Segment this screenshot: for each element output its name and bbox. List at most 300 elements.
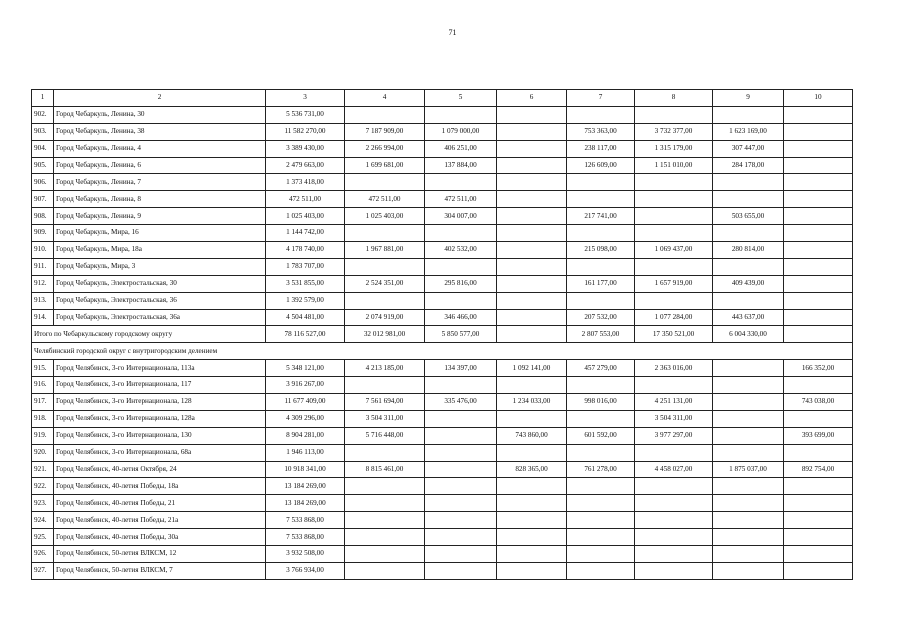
amount-cell xyxy=(425,478,497,495)
amount-cell: 3 504 311,00 xyxy=(345,410,425,427)
amount-cell xyxy=(784,529,853,546)
address-cell: Город Челябинск, 3-го Интернационала, 113а xyxy=(54,360,266,377)
amount-cell: 1 875 037,00 xyxy=(713,461,784,478)
table-row xyxy=(32,309,853,326)
total-amount-cell: 32 012 981,00 xyxy=(345,326,425,343)
amount-cell: 7 561 694,00 xyxy=(345,394,425,411)
table-row xyxy=(32,123,853,140)
amount-cell xyxy=(425,444,497,461)
amount-cell: 215 098,00 xyxy=(567,242,635,259)
amount-cell: 406 251,00 xyxy=(425,140,497,157)
amount-cell xyxy=(784,275,853,292)
amount-cell: 307 447,00 xyxy=(713,140,784,157)
amount-cell xyxy=(784,157,853,174)
amount-cell xyxy=(784,174,853,191)
amount-cell: 1 967 881,00 xyxy=(345,242,425,259)
amount-cell: 1 392 579,00 xyxy=(266,292,345,309)
amount-cell xyxy=(567,512,635,529)
total-amount-cell: 78 116 527,00 xyxy=(266,326,345,343)
amount-cell xyxy=(713,546,784,563)
amount-cell: 295 816,00 xyxy=(425,275,497,292)
amount-cell: 892 754,00 xyxy=(784,461,853,478)
total-amount-cell: 5 850 577,00 xyxy=(425,326,497,343)
row-number: 918. xyxy=(32,410,54,427)
amount-cell xyxy=(635,546,713,563)
amount-cell: 7 533 868,00 xyxy=(266,512,345,529)
amount-cell xyxy=(425,562,497,579)
amount-cell: 134 397,00 xyxy=(425,360,497,377)
row-number: 920. xyxy=(32,444,54,461)
amount-cell: 1 623 169,00 xyxy=(713,123,784,140)
amount-cell: 472 511,00 xyxy=(345,191,425,208)
row-number: 916. xyxy=(32,377,54,394)
amount-cell xyxy=(345,106,425,123)
address-cell: Город Чебаркуль, Мира, 18а xyxy=(54,242,266,259)
amount-cell xyxy=(635,377,713,394)
amount-cell: 5 536 731,00 xyxy=(266,106,345,123)
amount-cell xyxy=(345,258,425,275)
amount-cell xyxy=(635,191,713,208)
section-row xyxy=(32,343,853,360)
amount-cell xyxy=(784,377,853,394)
amount-cell xyxy=(784,444,853,461)
amount-cell xyxy=(567,174,635,191)
address-cell: Город Челябинск, 3-го Интернационала, 117 xyxy=(54,377,266,394)
amount-cell xyxy=(784,106,853,123)
amount-cell xyxy=(425,258,497,275)
amount-cell xyxy=(345,546,425,563)
address-cell: Город Чебаркуль, Ленина, 8 xyxy=(54,191,266,208)
address-cell: Город Челябинск, 40-летия Победы, 30а xyxy=(54,529,266,546)
amount-cell xyxy=(713,106,784,123)
amount-cell xyxy=(713,258,784,275)
amount-cell: 409 439,00 xyxy=(713,275,784,292)
total-amount-cell: 17 350 521,00 xyxy=(635,326,713,343)
amount-cell xyxy=(425,495,497,512)
amount-cell xyxy=(497,512,567,529)
table-row xyxy=(32,562,853,579)
amount-cell xyxy=(784,225,853,242)
row-number: 910. xyxy=(32,242,54,259)
amount-cell: 5 716 448,00 xyxy=(345,427,425,444)
amount-cell: 1 025 403,00 xyxy=(345,208,425,225)
amount-cell: 443 637,00 xyxy=(713,309,784,326)
amount-cell xyxy=(345,444,425,461)
column-header: 9 xyxy=(713,90,784,107)
amount-cell: 346 466,00 xyxy=(425,309,497,326)
amount-cell xyxy=(497,242,567,259)
amount-cell xyxy=(425,461,497,478)
amount-cell: 4 458 027,00 xyxy=(635,461,713,478)
amount-cell: 166 352,00 xyxy=(784,360,853,377)
row-number: 904. xyxy=(32,140,54,157)
row-number: 914. xyxy=(32,309,54,326)
amount-cell xyxy=(497,546,567,563)
amount-cell xyxy=(713,292,784,309)
amount-cell xyxy=(425,174,497,191)
row-number: 917. xyxy=(32,394,54,411)
amount-cell: 743 860,00 xyxy=(497,427,567,444)
amount-cell: 217 741,00 xyxy=(567,208,635,225)
amount-cell xyxy=(635,529,713,546)
amount-cell: 161 177,00 xyxy=(567,275,635,292)
row-number: 919. xyxy=(32,427,54,444)
amount-cell xyxy=(784,546,853,563)
amount-cell xyxy=(567,292,635,309)
amount-cell: 284 178,00 xyxy=(713,157,784,174)
table-row xyxy=(32,529,853,546)
amount-cell: 2 524 351,00 xyxy=(345,275,425,292)
amount-cell xyxy=(425,106,497,123)
amount-cell xyxy=(713,410,784,427)
column-header: 8 xyxy=(635,90,713,107)
amount-cell xyxy=(425,377,497,394)
amount-cell xyxy=(567,258,635,275)
table-row xyxy=(32,208,853,225)
row-number: 912. xyxy=(32,275,54,292)
row-number: 922. xyxy=(32,478,54,495)
amount-cell xyxy=(635,174,713,191)
address-cell: Город Чебаркуль, Ленина, 4 xyxy=(54,140,266,157)
address-cell: Город Челябинск, 3-го Интернационала, 130 xyxy=(54,427,266,444)
amount-cell: 4 178 740,00 xyxy=(266,242,345,259)
table-row xyxy=(32,461,853,478)
amount-cell: 11 582 270,00 xyxy=(266,123,345,140)
amount-cell xyxy=(425,292,497,309)
amount-cell xyxy=(635,292,713,309)
amount-cell xyxy=(635,512,713,529)
amount-cell xyxy=(497,444,567,461)
row-number: 909. xyxy=(32,225,54,242)
table-row xyxy=(32,140,853,157)
amount-cell xyxy=(425,427,497,444)
amount-cell: 472 511,00 xyxy=(266,191,345,208)
column-header: 2 xyxy=(54,90,266,107)
amount-cell: 1 783 707,00 xyxy=(266,258,345,275)
address-cell: Город Челябинск, 3-го Интернационала, 128 xyxy=(54,394,266,411)
row-number: 903. xyxy=(32,123,54,140)
amount-cell xyxy=(425,546,497,563)
amount-cell xyxy=(635,106,713,123)
row-number: 902. xyxy=(32,106,54,123)
amount-cell xyxy=(567,562,635,579)
amount-cell: 503 655,00 xyxy=(713,208,784,225)
amount-cell xyxy=(567,225,635,242)
amount-cell: 743 038,00 xyxy=(784,394,853,411)
address-cell: Город Чебаркуль, Ленина, 30 xyxy=(54,106,266,123)
amount-cell xyxy=(497,157,567,174)
row-number: 915. xyxy=(32,360,54,377)
address-cell: Город Чебаркуль, Ленина, 9 xyxy=(54,208,266,225)
amount-cell: 3 504 311,00 xyxy=(635,410,713,427)
amount-cell xyxy=(784,242,853,259)
amount-cell xyxy=(784,562,853,579)
row-number: 927. xyxy=(32,562,54,579)
amount-cell xyxy=(497,191,567,208)
column-header: 5 xyxy=(425,90,497,107)
amount-cell xyxy=(497,529,567,546)
amount-cell xyxy=(567,191,635,208)
amount-cell xyxy=(713,394,784,411)
total-amount-cell: 6 004 330,00 xyxy=(713,326,784,343)
row-number: 924. xyxy=(32,512,54,529)
amount-cell xyxy=(497,478,567,495)
amount-cell xyxy=(345,529,425,546)
amount-cell: 4 213 185,00 xyxy=(345,360,425,377)
amount-cell: 2 363 016,00 xyxy=(635,360,713,377)
table-header-row xyxy=(32,90,853,107)
address-cell: Город Челябинск, 50-летия ВЛКСМ, 12 xyxy=(54,546,266,563)
table-row xyxy=(32,360,853,377)
table-row xyxy=(32,427,853,444)
amount-cell: 402 532,00 xyxy=(425,242,497,259)
address-cell: Город Челябинск, 3-го Интернационала, 128а xyxy=(54,410,266,427)
amount-cell: 1 092 141,00 xyxy=(497,360,567,377)
table-row xyxy=(32,191,853,208)
amount-cell xyxy=(635,562,713,579)
amount-cell xyxy=(784,410,853,427)
amount-cell xyxy=(713,478,784,495)
column-header: 6 xyxy=(497,90,567,107)
amount-cell: 13 184 269,00 xyxy=(266,478,345,495)
amount-cell: 207 532,00 xyxy=(567,309,635,326)
amount-cell xyxy=(497,140,567,157)
amount-cell: 5 348 121,00 xyxy=(266,360,345,377)
column-header: 3 xyxy=(266,90,345,107)
amount-cell xyxy=(713,529,784,546)
amount-cell: 1 079 000,00 xyxy=(425,123,497,140)
amount-cell: 1 151 010,00 xyxy=(635,157,713,174)
amount-cell xyxy=(497,410,567,427)
amount-cell: 7 533 868,00 xyxy=(266,529,345,546)
amount-cell xyxy=(497,106,567,123)
table-row xyxy=(32,444,853,461)
amount-cell: 4 309 296,00 xyxy=(266,410,345,427)
amount-cell xyxy=(784,123,853,140)
table-row xyxy=(32,495,853,512)
amount-cell xyxy=(713,377,784,394)
amount-cell: 2 266 994,00 xyxy=(345,140,425,157)
column-header: 7 xyxy=(567,90,635,107)
address-cell: Город Челябинск, 50-летия ВЛКСМ, 7 xyxy=(54,562,266,579)
amount-cell: 4 251 131,00 xyxy=(635,394,713,411)
address-cell: Город Чебаркуль, Электростальская, 36 xyxy=(54,292,266,309)
table-row xyxy=(32,275,853,292)
amount-cell xyxy=(713,174,784,191)
amount-cell xyxy=(497,258,567,275)
amount-cell: 753 363,00 xyxy=(567,123,635,140)
amount-cell xyxy=(784,512,853,529)
address-cell: Город Челябинск, 40-летия Октября, 24 xyxy=(54,461,266,478)
row-number: 921. xyxy=(32,461,54,478)
table-row xyxy=(32,258,853,275)
amount-cell: 1 234 033,00 xyxy=(497,394,567,411)
amount-cell: 393 699,00 xyxy=(784,427,853,444)
table-row xyxy=(32,546,853,563)
table-row xyxy=(32,242,853,259)
column-header: 4 xyxy=(345,90,425,107)
amount-cell: 1 077 284,00 xyxy=(635,309,713,326)
amount-cell xyxy=(784,495,853,512)
amount-cell xyxy=(497,225,567,242)
amount-cell xyxy=(713,562,784,579)
amount-cell xyxy=(497,292,567,309)
amount-cell xyxy=(713,225,784,242)
page-number: 71 xyxy=(448,28,457,37)
total-label: Итого по Чебаркульскому городскому округу xyxy=(32,326,266,343)
amount-cell xyxy=(784,140,853,157)
amount-cell: 4 504 481,00 xyxy=(266,309,345,326)
total-amount-cell: 2 807 553,00 xyxy=(567,326,635,343)
amount-cell xyxy=(713,512,784,529)
amount-cell xyxy=(567,444,635,461)
amount-cell: 3 732 377,00 xyxy=(635,123,713,140)
amount-cell: 1 315 179,00 xyxy=(635,140,713,157)
amount-cell xyxy=(345,225,425,242)
table-row xyxy=(32,478,853,495)
amount-cell xyxy=(345,562,425,579)
amount-cell xyxy=(784,309,853,326)
table-row xyxy=(32,512,853,529)
amount-cell xyxy=(635,444,713,461)
amount-cell xyxy=(497,174,567,191)
amount-cell xyxy=(635,478,713,495)
amount-cell: 137 884,00 xyxy=(425,157,497,174)
amount-cell: 7 187 909,00 xyxy=(345,123,425,140)
amount-cell xyxy=(635,208,713,225)
amount-cell xyxy=(425,529,497,546)
amount-cell: 3 531 855,00 xyxy=(266,275,345,292)
table-row xyxy=(32,225,853,242)
amount-cell: 304 007,00 xyxy=(425,208,497,225)
row-number: 923. xyxy=(32,495,54,512)
amount-cell: 1 373 418,00 xyxy=(266,174,345,191)
amount-cell xyxy=(497,562,567,579)
amount-cell xyxy=(497,377,567,394)
amount-cell xyxy=(713,427,784,444)
amount-cell: 335 476,00 xyxy=(425,394,497,411)
column-header: 1 xyxy=(32,90,54,107)
amount-cell xyxy=(567,410,635,427)
address-cell: Город Чебаркуль, Ленина, 7 xyxy=(54,174,266,191)
amount-cell xyxy=(425,410,497,427)
amount-cell xyxy=(784,258,853,275)
amount-cell xyxy=(784,478,853,495)
amount-cell: 457 279,00 xyxy=(567,360,635,377)
amount-cell xyxy=(345,377,425,394)
column-header: 10 xyxy=(784,90,853,107)
amount-cell xyxy=(567,478,635,495)
amount-cell xyxy=(497,309,567,326)
amount-cell xyxy=(713,495,784,512)
amount-cell xyxy=(713,191,784,208)
row-number: 907. xyxy=(32,191,54,208)
amount-cell xyxy=(497,208,567,225)
register-table xyxy=(31,89,853,580)
total-amount-cell xyxy=(497,326,567,343)
table-row xyxy=(32,377,853,394)
amount-cell xyxy=(567,377,635,394)
amount-cell xyxy=(713,444,784,461)
amount-cell: 3 766 934,00 xyxy=(266,562,345,579)
table-row xyxy=(32,174,853,191)
amount-cell: 126 609,00 xyxy=(567,157,635,174)
row-number: 906. xyxy=(32,174,54,191)
table-row xyxy=(32,410,853,427)
amount-cell: 1 657 919,00 xyxy=(635,275,713,292)
address-cell: Город Челябинск, 40-летия Победы, 21 xyxy=(54,495,266,512)
address-cell: Город Челябинск, 3-го Интернационала, 68а xyxy=(54,444,266,461)
amount-cell: 3 977 297,00 xyxy=(635,427,713,444)
table-row xyxy=(32,157,853,174)
amount-cell xyxy=(345,292,425,309)
amount-cell xyxy=(425,225,497,242)
total-row xyxy=(32,326,853,343)
amount-cell: 761 278,00 xyxy=(567,461,635,478)
amount-cell: 3 932 508,00 xyxy=(266,546,345,563)
amount-cell: 2 074 919,00 xyxy=(345,309,425,326)
amount-cell: 2 479 663,00 xyxy=(266,157,345,174)
amount-cell xyxy=(497,275,567,292)
section-title: Челябинский городской округ с внутригородским делением xyxy=(32,343,853,360)
amount-cell: 1 069 437,00 xyxy=(635,242,713,259)
amount-cell: 10 918 341,00 xyxy=(266,461,345,478)
amount-cell: 3 916 267,00 xyxy=(266,377,345,394)
amount-cell: 13 184 269,00 xyxy=(266,495,345,512)
amount-cell: 3 389 430,00 xyxy=(266,140,345,157)
table-row xyxy=(32,106,853,123)
total-amount-cell xyxy=(784,326,853,343)
address-cell: Город Чебаркуль, Электростальская, 30 xyxy=(54,275,266,292)
row-number: 908. xyxy=(32,208,54,225)
address-cell: Город Челябинск, 40-летия Победы, 18а xyxy=(54,478,266,495)
amount-cell xyxy=(567,546,635,563)
row-number: 913. xyxy=(32,292,54,309)
amount-cell: 601 592,00 xyxy=(567,427,635,444)
amount-cell xyxy=(784,191,853,208)
amount-cell xyxy=(713,360,784,377)
address-cell: Город Чебаркуль, Электростальская, 36а xyxy=(54,309,266,326)
amount-cell: 472 511,00 xyxy=(425,191,497,208)
amount-cell: 998 016,00 xyxy=(567,394,635,411)
amount-cell xyxy=(345,174,425,191)
address-cell: Город Челябинск, 40-летия Победы, 21а xyxy=(54,512,266,529)
amount-cell xyxy=(567,106,635,123)
address-cell: Город Чебаркуль, Ленина, 6 xyxy=(54,157,266,174)
table-row xyxy=(32,394,853,411)
amount-cell xyxy=(345,512,425,529)
amount-cell: 828 365,00 xyxy=(497,461,567,478)
row-number: 911. xyxy=(32,258,54,275)
amount-cell xyxy=(784,292,853,309)
amount-cell xyxy=(425,512,497,529)
amount-cell xyxy=(635,225,713,242)
amount-cell: 1 025 403,00 xyxy=(266,208,345,225)
amount-cell: 1 144 742,00 xyxy=(266,225,345,242)
row-number: 905. xyxy=(32,157,54,174)
amount-cell xyxy=(345,478,425,495)
amount-cell xyxy=(497,495,567,512)
amount-cell: 280 814,00 xyxy=(713,242,784,259)
row-number: 925. xyxy=(32,529,54,546)
amount-cell: 1 699 681,00 xyxy=(345,157,425,174)
amount-cell: 238 117,00 xyxy=(567,140,635,157)
amount-cell xyxy=(567,529,635,546)
amount-cell: 1 946 113,00 xyxy=(266,444,345,461)
address-cell: Город Чебаркуль, Мира, 3 xyxy=(54,258,266,275)
amount-cell: 8 815 461,00 xyxy=(345,461,425,478)
amount-cell xyxy=(497,123,567,140)
